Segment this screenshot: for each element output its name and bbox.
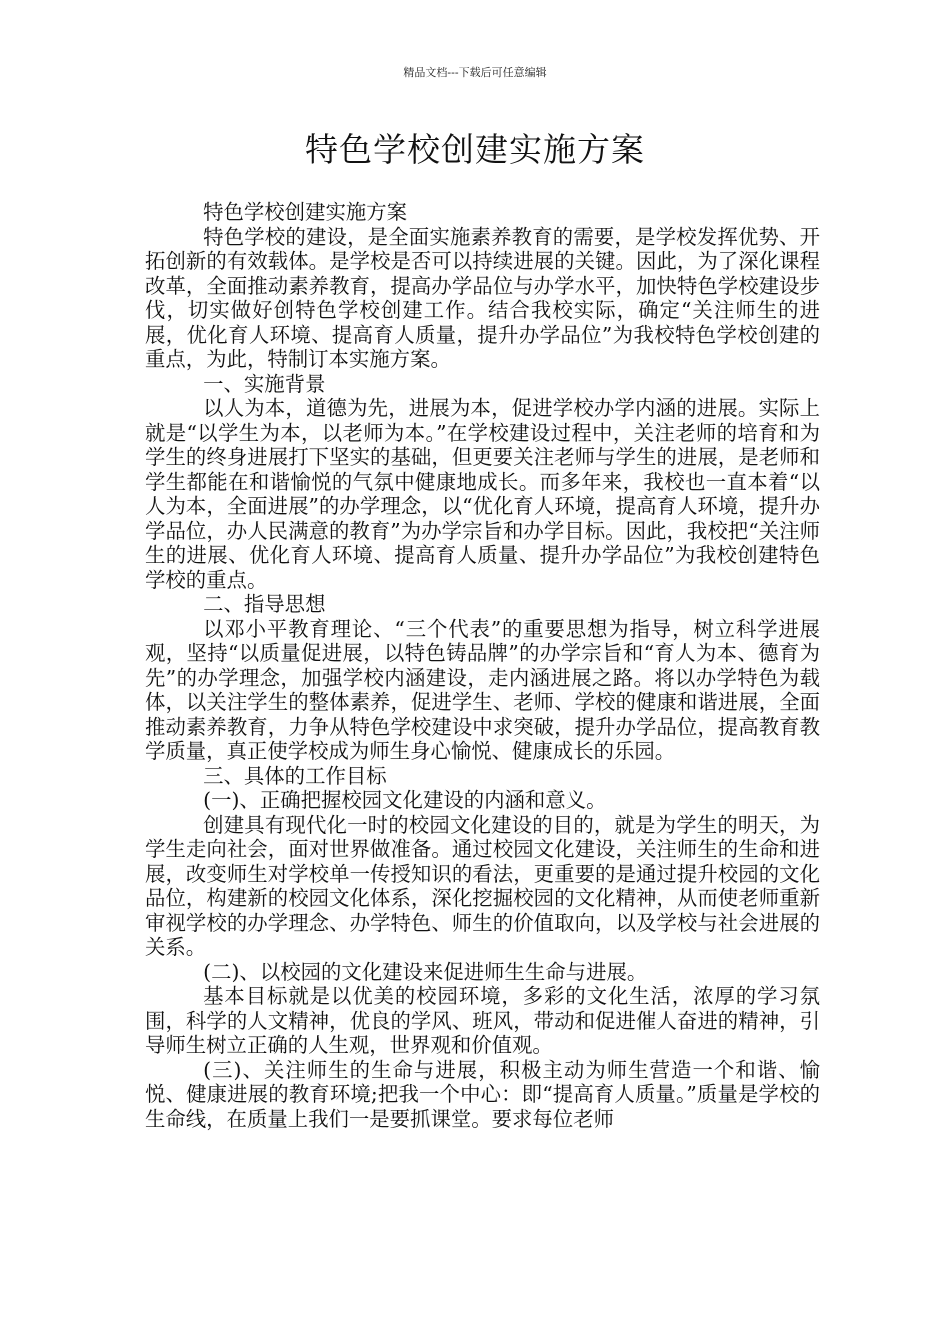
paragraph-subtitle: 特色学校创建实施方案 (203, 200, 408, 224)
paragraph-goal-3: (三)、关注师生的生命与进展，积极主动为师生营造一个和谐、愉悦、健康进展的教育环境;把我一个中心：即“提高育人质量。”质量是学校的生命线，在质量上我们一是要抓课堂。要求每位老师 (145, 1057, 820, 1131)
section-heading-background: 一、实施背景 (203, 371, 326, 396)
document-title: 特色学校创建实施方案 (305, 130, 645, 169)
section-heading-work-goals: 三、具体的工作目标 (203, 763, 387, 788)
paragraph-guiding-idea: 以邓小平教育理论、“三个代表”的重要思想为指导，树立科学进展观，坚持“以质量促进展，以特色铸品牌”的办学宗旨和“育人为本、德育为先”的办学理念，加强学校内涵建设，走内涵进展之路。将以办学特色为载体，以关注学生的整体素养，促进学生、老师、学校的健康和谐进展，全面推动素养教育，力争从特色学校建设中求突破，提升办学品位，提高教育教学质量，真正使学校成为师生身心愉悦、健康成长的乐园。 (145, 616, 820, 763)
paragraph-goal-2: 基本目标就是以优美的校园环境，多彩的文化生活，浓厚的学习氛围，科学的人文精神，优良的学风、班风，带动和促进催人奋进的精神，引导师生树立正确的人生观，世界观和价值观。 (145, 984, 820, 1057)
section-heading-guiding-idea: 二、指导思想 (203, 592, 326, 616)
paragraph-background: 以人为本，道德为先，进展为本，促进学校办学内涵的进展。实际上就是“以学生为本，以老师为本。”在学校建设过程中，关注老师的培育和为学生的终身进展打下坚实的基础，但更要关注老师与学生的进展，是老师和学生都能在和谐愉悦的气氛中健康地成长。而多年来，我校也一直本着“以人为本，全面进展”的办学理念，以“优化育人环境，提高育人环境，提升办学品位，办人民满意的教育”为办学宗旨和办学目标。因此，我校把“关注师生的进展、优化育人环境、提高育人质量、提升办学品位”为我校创建特色学校的重点。 (145, 396, 820, 592)
paragraph-goal-1: 创建具有现代化一时的校园文化建设的目的，就是为学生的明天，为学生走向社会，面对世界做准备。通过校园文化建设，关注师生的生命和进展，改变师生对学校单一传授知识的看法，更重要的是通过提升校园的文化品位，构建新的校园文化体系，深化挖掘校园的文化精神，从而使老师重新审视学校的办学理念、办学特色、师生的价值取向，以及学校与社会进展的关系。 (145, 812, 820, 959)
paragraph-intro: 特色学校的建设，是全面实施素养教育的需要，是学校发挥优势、开拓创新的有效载体。是学校是否可以持续进展的关键。因此，为了深化课程改革，全面推动素养教育，提高办学品位与办学水平，加快特色学校建设步伐，切实做好创特色学校创建工作。结合我校实际，确定“关注师生的进展，优化育人环境、提高育人质量，提升办学品位”为我校特色学校创建的重点，为此，特制订本实施方案。 (145, 224, 820, 371)
subheading-goal-1: (一)、正确把握校园文化建设的内涵和意义。 (203, 788, 607, 812)
subheading-goal-2: (二)、以校园的文化建设来促进师生生命与进展。 (203, 959, 648, 984)
header-note: 精品文档---下载后可任意编辑 (403, 66, 547, 79)
document-body (145, 200, 820, 1131)
